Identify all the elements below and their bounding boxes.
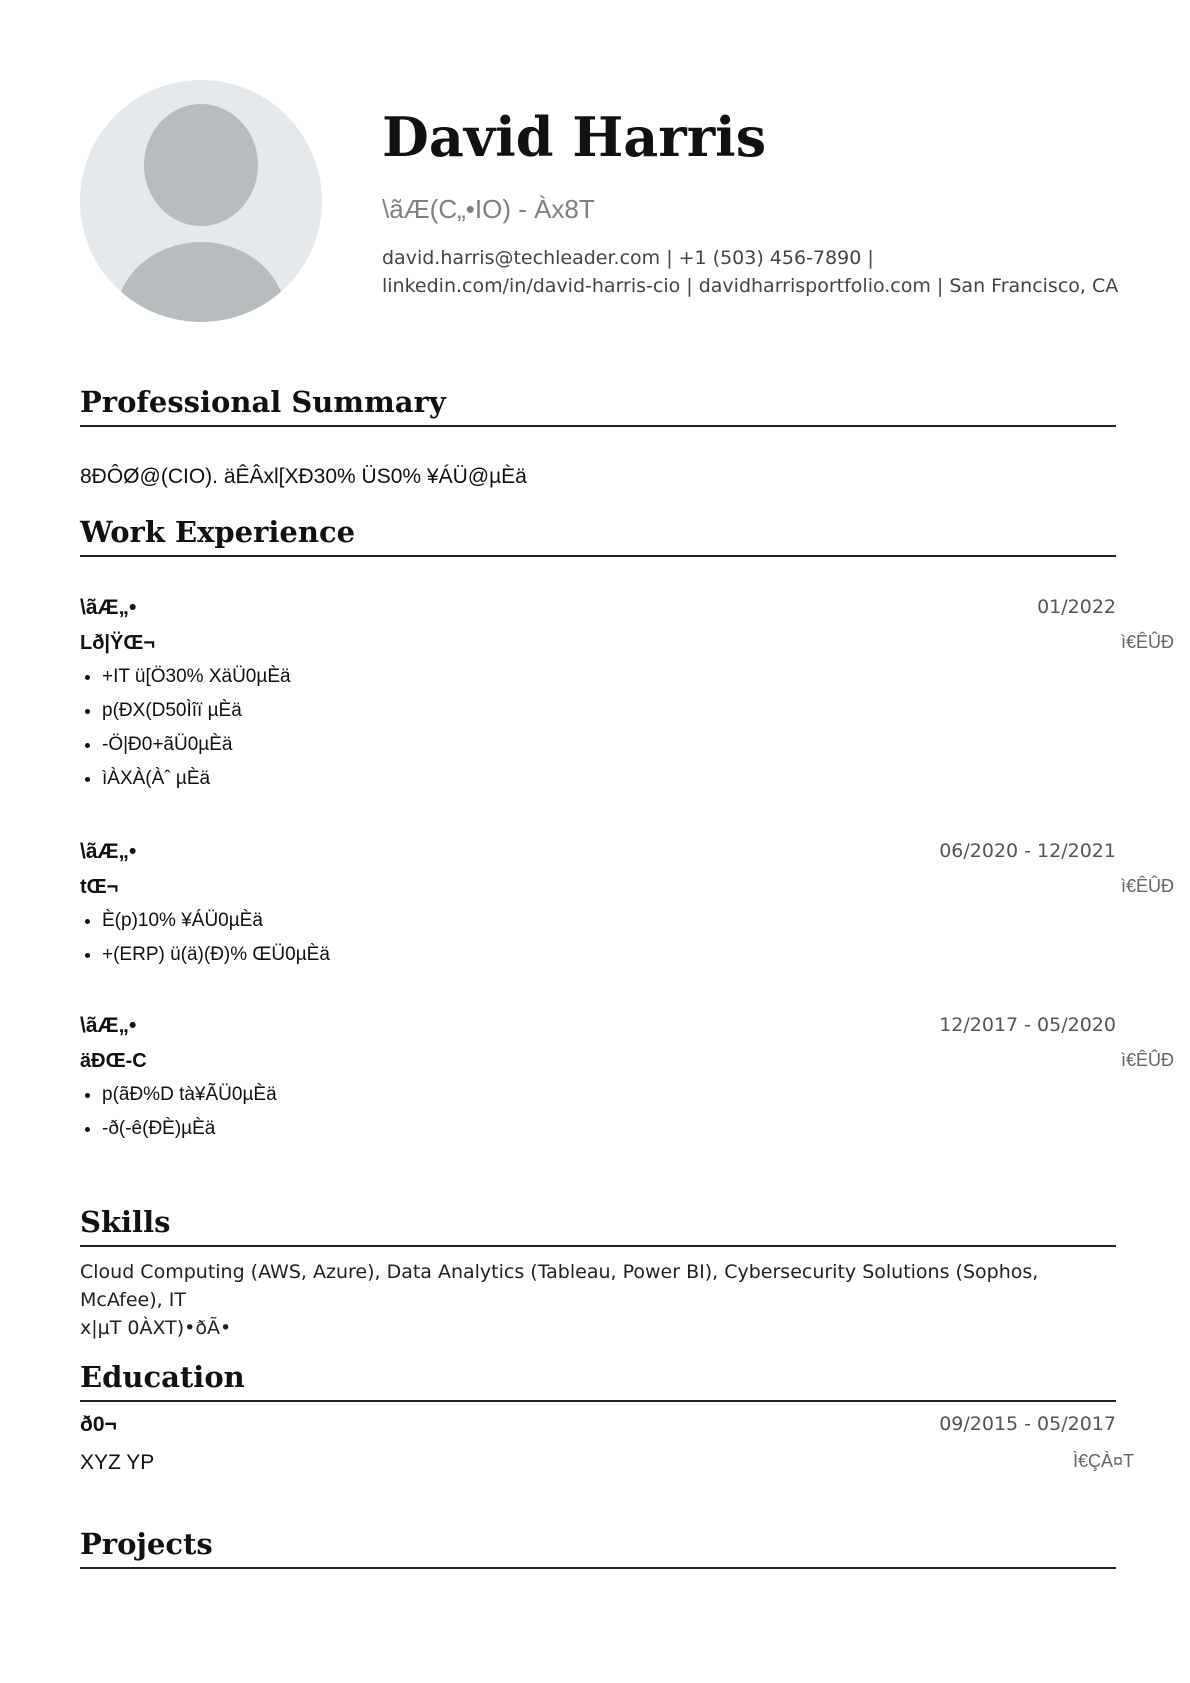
contact-info — [382, 244, 1122, 300]
job-location: ì€ÊÛÐ — [1120, 632, 1174, 652]
job-dates: 12/2017 - 05/2020 — [939, 1014, 1116, 1036]
job-role: äÐŒ-C — [80, 1050, 147, 1072]
summary-text: 8ÐÔØ@(CIO). äÊÂxl[XÐ30% ÜS0% ¥ÁÜ@µÈä — [80, 465, 527, 488]
job-bullets — [80, 904, 330, 972]
job-location: ì€ÊÛÐ — [1120, 876, 1174, 896]
job-bullet: • p(ÐX(D50Ìîï µÈä — [102, 694, 291, 728]
job-dates: 01/2022 — [1037, 596, 1116, 618]
candidate-title: \ãÆ(C„•IO) - Àx8T — [382, 194, 595, 224]
section-heading-experience: Work Experience — [80, 516, 1116, 557]
job-bullet: • +IT ü[Ö30% XäÜ0µÈä — [102, 660, 291, 694]
contact-line-1: david.harris@techleader.com | +1 (503) 456-7890 | — [382, 247, 874, 269]
skills-line-2: x|µT 0ÀXT)•ðÃ• — [80, 1317, 232, 1339]
contact-line-2: linkedin.com/in/david-harris-cio | davidharrisportfolio.com | San Francisco, CA — [382, 275, 1119, 297]
job-location: ì€ÊÛÐ — [1120, 1050, 1174, 1070]
job-bullet: • È(p)10% ¥ÁÜ0µÈä — [102, 904, 330, 938]
education-school: XYZ YP — [80, 1451, 155, 1474]
job-bullet: • +(ERP) ü(ä)(Ð)% ŒÜ0µÈä — [102, 938, 330, 972]
job-role: tŒ¬ — [80, 876, 119, 898]
job-company: \ãÆ„• — [80, 596, 137, 619]
job-bullet: • ìÀXÀ(Àˆ µÈä — [102, 762, 291, 796]
avatar — [80, 80, 322, 322]
education-degree: ð0¬ — [80, 1413, 117, 1436]
job-role: Lð|ŸŒ¬ — [80, 632, 156, 654]
job-company: \ãÆ„• — [80, 1014, 137, 1037]
section-heading-summary: Professional Summary — [80, 386, 1116, 427]
avatar-head-shape — [144, 104, 258, 226]
job-company: \ãÆ„• — [80, 840, 137, 863]
section-heading-skills: Skills — [80, 1206, 1116, 1247]
job-bullets — [80, 1078, 277, 1146]
education-dates: 09/2015 - 05/2017 — [939, 1413, 1116, 1435]
job-bullet: • p(ãÐ%D tà¥ÃÜ0µÈä — [102, 1078, 277, 1112]
candidate-name: David Harris — [382, 105, 767, 169]
avatar-body-shape — [116, 242, 286, 322]
job-bullet: • -ð(-ê(ÐÈ)µÈä — [102, 1112, 277, 1146]
education-location: Ì€ÇÀ¤T — [1072, 1451, 1134, 1471]
skills-text — [80, 1258, 1116, 1342]
skills-line-1: Cloud Computing (AWS, Azure), Data Analytics (Tableau, Power BI), Cybersecurity Solutions (Sophos, McAfee), IT — [80, 1261, 1039, 1311]
job-bullet: • -Ö|Ð0+ãÜ0µÈä — [102, 728, 291, 762]
section-heading-projects: Projects — [80, 1528, 1116, 1569]
section-heading-education: Education — [80, 1361, 1116, 1402]
job-dates: 06/2020 - 12/2021 — [939, 840, 1116, 862]
job-bullets — [80, 660, 291, 796]
